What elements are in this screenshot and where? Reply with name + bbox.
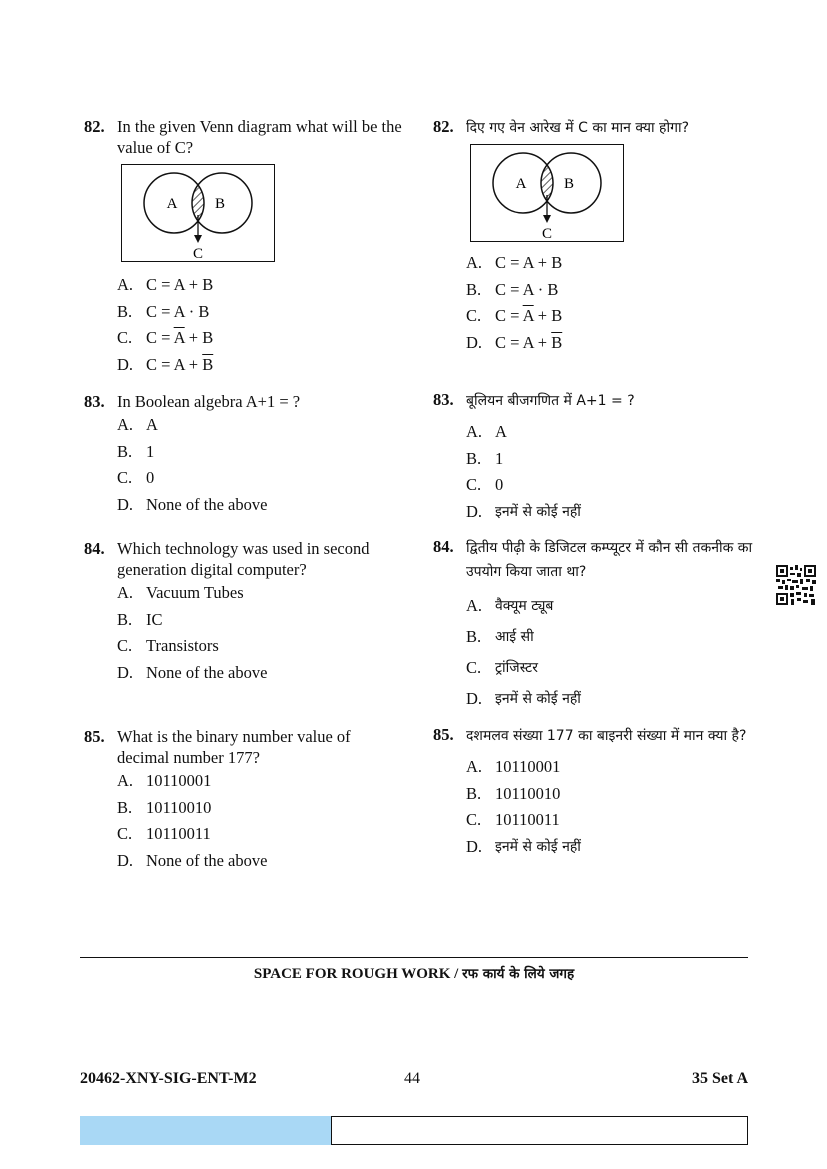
option-a[interactable]: A. 10110001 (466, 757, 561, 777)
option-d[interactable]: D. इनमें से कोई नहीं (466, 836, 581, 856)
option-d[interactable]: D. $C = A + \overline{B}$ (466, 332, 563, 352)
question-number: 83. (84, 392, 105, 411)
question-83-hi (433, 389, 753, 525)
question-text: In the given Venn diagram what will be the value of C? (117, 117, 402, 157)
arrow-head (194, 235, 202, 243)
venn-diagram (121, 164, 275, 262)
question-text: दिए गए वेन आरेख में C का मान क्या होगा? (466, 120, 690, 136)
option-c[interactable]: C. 10110011 (466, 810, 560, 830)
page-number: 44 (404, 1070, 420, 1087)
option-b[interactable]: B. 1 (466, 448, 504, 468)
option-d[interactable]: D. None of the above (117, 494, 268, 514)
label-c: C (541, 226, 553, 241)
question-83-en (84, 391, 404, 518)
set-label: 35 Set A (692, 1070, 748, 1087)
label-b: B (214, 196, 226, 212)
footer-answer-box (331, 1116, 748, 1145)
option-c[interactable]: C. Transistors (117, 636, 219, 656)
question-text: In Boolean algebra A+1 = ? (117, 392, 301, 411)
option-b[interactable]: B. C = A · B (466, 279, 559, 299)
option-b[interactable]: B. IC (117, 609, 163, 629)
question-number: 84. (84, 539, 105, 558)
question-text: द्वितीय पीढ़ी के डिजिटल कम्प्यूटर में कौन सी तकनीक का उपयोग किया जाता था? (466, 540, 753, 580)
question-82-hi (433, 116, 753, 356)
qr-code-icon (776, 565, 816, 605)
question-number: 84. (433, 537, 454, 556)
option-d[interactable]: D. इनमें से कोई नहीं (466, 501, 581, 521)
option-c[interactable]: C. $C = \overline{A} + B$ (466, 306, 563, 326)
question-number: 82. (84, 117, 105, 136)
option-b[interactable]: B. 10110010 (117, 797, 212, 817)
label-b: B (563, 176, 575, 192)
option-b[interactable]: B. C = A · B (117, 301, 210, 321)
venn-diagram (470, 144, 624, 242)
rough-work-heading (80, 957, 748, 983)
rough-work-en: SPACE FOR ROUGH WORK / (253, 966, 463, 982)
question-84-hi (433, 536, 753, 714)
option-d[interactable]: D. इनमें से कोई नहीं (466, 688, 581, 708)
option-a[interactable]: A. Vacuum Tubes (117, 583, 244, 603)
option-d[interactable]: D. $C = A + \overline{B}$ (117, 354, 214, 374)
page-footer (80, 1070, 748, 1092)
question-number: 82. (433, 117, 454, 136)
arrow-head (543, 215, 551, 223)
option-a[interactable]: A. C = A + B (117, 275, 214, 295)
option-a[interactable]: A. A (466, 422, 507, 442)
option-b[interactable]: B. आई सी (466, 626, 534, 646)
question-text: Which technology was used in second generation digital computer? (117, 539, 370, 579)
question-text: What is the binary number value of decimal number 177? (117, 727, 351, 767)
option-c[interactable]: C. $C = \overline{A} + B$ (117, 328, 214, 348)
option-a[interactable]: A. वैक्यूम ट्यूब (466, 595, 554, 615)
option-c[interactable]: C. 0 (466, 475, 504, 495)
option-d[interactable]: D. None of the above (117, 662, 268, 682)
option-b[interactable]: B. 10110010 (466, 783, 561, 803)
label-c: C (192, 246, 204, 261)
question-text: बूलियन बीजगणित में A+1 = ? (466, 393, 635, 409)
option-a[interactable]: A. A (117, 415, 158, 435)
option-a[interactable]: A. 10110001 (117, 771, 212, 791)
question-84-en (84, 538, 404, 686)
question-85-hi (433, 724, 753, 860)
question-number: 83. (433, 390, 454, 409)
option-b[interactable]: B. 1 (117, 441, 155, 461)
label-a: A (166, 196, 178, 212)
question-85-en (84, 726, 404, 874)
question-text: दशमलव संख्या 177 का बाइनरी संख्या में मान क्या है? (466, 728, 747, 744)
question-82-en (84, 116, 404, 378)
option-c[interactable]: C. 0 (117, 468, 155, 488)
paper-code: 20462-XNY-SIG-ENT-M2 (80, 1070, 257, 1087)
option-c[interactable]: C. 10110011 (117, 824, 211, 844)
option-a[interactable]: A. C = A + B (466, 253, 563, 273)
rough-work-hi: रफ कार्य के लिये जगह (462, 966, 575, 982)
question-number: 85. (84, 727, 105, 746)
question-number: 85. (433, 725, 454, 744)
footer-color-bar (80, 1116, 331, 1145)
label-a: A (515, 176, 527, 192)
option-d[interactable]: D. None of the above (117, 850, 268, 870)
option-c[interactable]: C. ट्रांजिस्टर (466, 657, 538, 677)
